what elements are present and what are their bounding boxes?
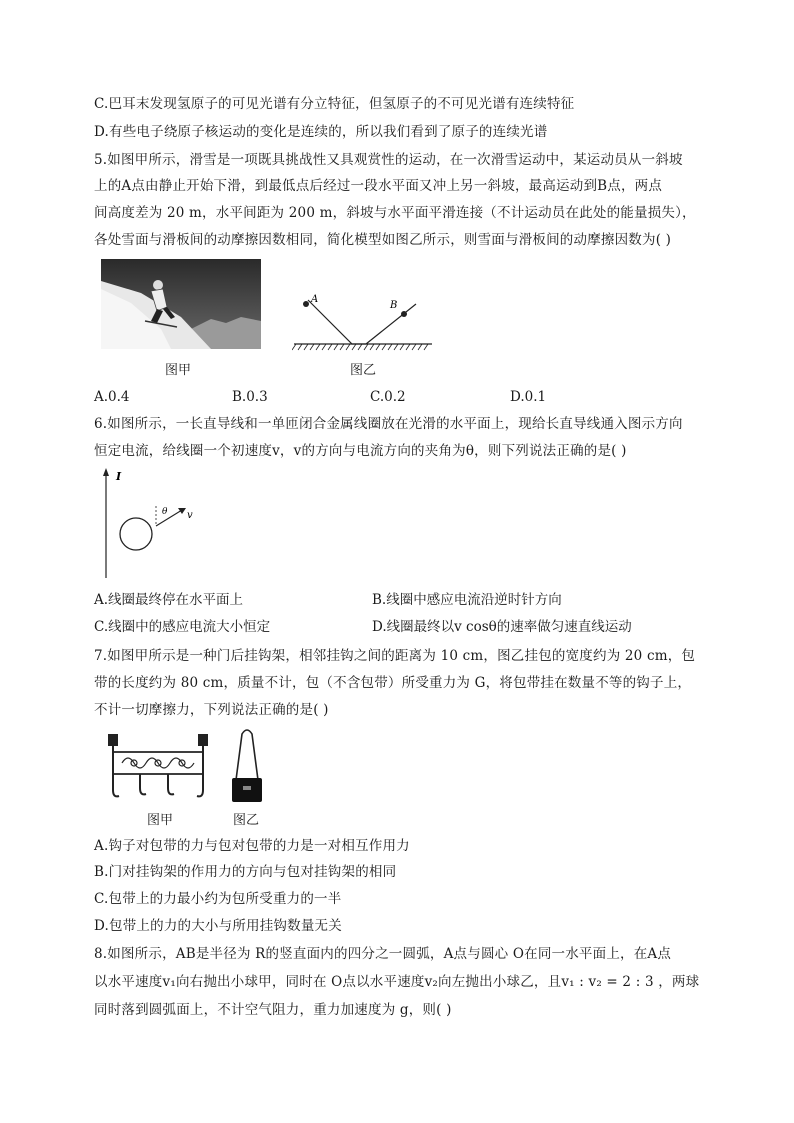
velocity-label: v	[187, 510, 193, 521]
skier-photo	[101, 259, 261, 349]
q5-option-b: B.0.3	[232, 389, 268, 405]
fig5-caption-yi: 图乙	[350, 363, 377, 378]
q7-text-3: 不计一切摩擦力，下列说法正确的是( )	[94, 702, 329, 718]
q6-option-a: A.线圈最终停在水平面上	[94, 592, 244, 608]
q7-option-a: A.钩子对包带的力与包对包带的力是一对相互作用力	[94, 838, 410, 854]
coil	[120, 518, 152, 550]
q5-text-3: 间高度差为 20 m，水平间距为 200 m，斜坡与水平面平滑连接（不计运动员在此处的能量损失），	[94, 205, 696, 221]
option-c-prev: C.巴耳末发现氢原子的可见光谱有分立特征，但氢原子的不可见光谱有连续特征	[94, 96, 575, 112]
current-arrow	[103, 468, 109, 476]
q7-option-d: D.包带上的力的大小与所用挂钩数量无关	[94, 918, 342, 934]
hook-1	[113, 790, 119, 796]
q6-option-c: C.线圈中的感应电流大小恒定	[94, 619, 271, 635]
point-a-label: A	[311, 294, 319, 305]
hook-2	[140, 774, 146, 794]
q7-option-c: C.包带上的力最小约为包所受重力的一半	[94, 891, 342, 907]
q6-option-b: B.线圈中感应电流沿逆时针方向	[372, 592, 562, 608]
point-b-label: B	[390, 300, 398, 311]
bag-figure	[226, 724, 268, 806]
q5-option-d: D.0.1	[510, 389, 547, 405]
option-d-prev: D.有些电子绕原子核运动的变化是连续的，所以我们看到了原子的连续光谱	[94, 124, 548, 140]
q5-option-c: C.0.2	[370, 389, 406, 405]
slope-diagram	[292, 290, 434, 352]
ball-b	[401, 311, 407, 317]
hook-4	[197, 790, 203, 796]
bag-strap	[236, 730, 258, 780]
fig7-caption-yi: 图乙	[233, 813, 260, 828]
decoration	[122, 758, 194, 768]
q7-text-2: 带的长度约为 80 cm，质量不计，包（不含包带）所受重力为 G，将包带挂在数量不等的钩子上，	[94, 675, 692, 691]
current-label: I	[116, 470, 122, 483]
q8-text-2: 以水平速度v₁向右抛出小球甲，同时在 O点以水平速度v₂向左抛出小球乙，且v₁ : v₂ = 2 : 3 ，两球	[94, 974, 700, 990]
velocity-arrow	[178, 508, 186, 514]
fig5-caption-jia: 图甲	[165, 363, 192, 378]
wire-coil-diagram	[96, 466, 206, 582]
q5-text-4: 各处雪面与滑板间的动摩擦因数相同，简化模型如图乙所示，则雪面与滑板间的动摩擦因数为( )	[94, 232, 672, 248]
q6-text-1: 6.如图所示，一长直导线和一单匝闭合金属线圈放在光滑的水平面上，现给长直导线通入图示方向	[94, 416, 683, 432]
q5-text-2: 上的A点由静止开始下滑，到最低点后经过一段水平面又冲上另一斜坡，最高运动到B点，两点	[94, 178, 663, 194]
ball-a	[303, 301, 309, 307]
q6-option-d: D.线圈最终以v cosθ的速率做匀速直线运动	[372, 619, 632, 635]
q6-text-2: 恒定电流，给线圈一个初速度v，v的方向与电流方向的夹角为θ，则下列说法正确的是( )	[94, 443, 627, 459]
q8-text-3: 同时落到圆弧面上，不计空气阻力，重力加速度为 g，则( )	[94, 1002, 452, 1018]
theta-label: θ	[162, 507, 168, 517]
q5-text-1: 5.如图甲所示，滑雪是一项既具挑战性又具观赏性的运动，在一次滑雪运动中，某运动员从一斜坡	[94, 152, 683, 168]
q5-option-a: A.0.4	[94, 389, 130, 405]
q7-option-b: B.门对挂钩架的作用力的方向与包对挂钩架的相同	[94, 864, 397, 880]
hook-3	[168, 774, 174, 794]
hook-rack-figure	[104, 730, 214, 802]
q7-text-1: 7.如图甲所示是一种门后挂钩架，相邻挂钩之间的距离为 10 cm，图乙挂包的宽度约为 20 cm，包	[94, 648, 696, 664]
ground-hatch	[292, 344, 428, 350]
q8-text-1: 8.如图所示，AB是半径为 R的竖直面内的四分之一圆弧，A点与圆心 O在同一水平面上，在A点	[94, 946, 672, 962]
fig7-caption-jia: 图甲	[147, 813, 174, 828]
